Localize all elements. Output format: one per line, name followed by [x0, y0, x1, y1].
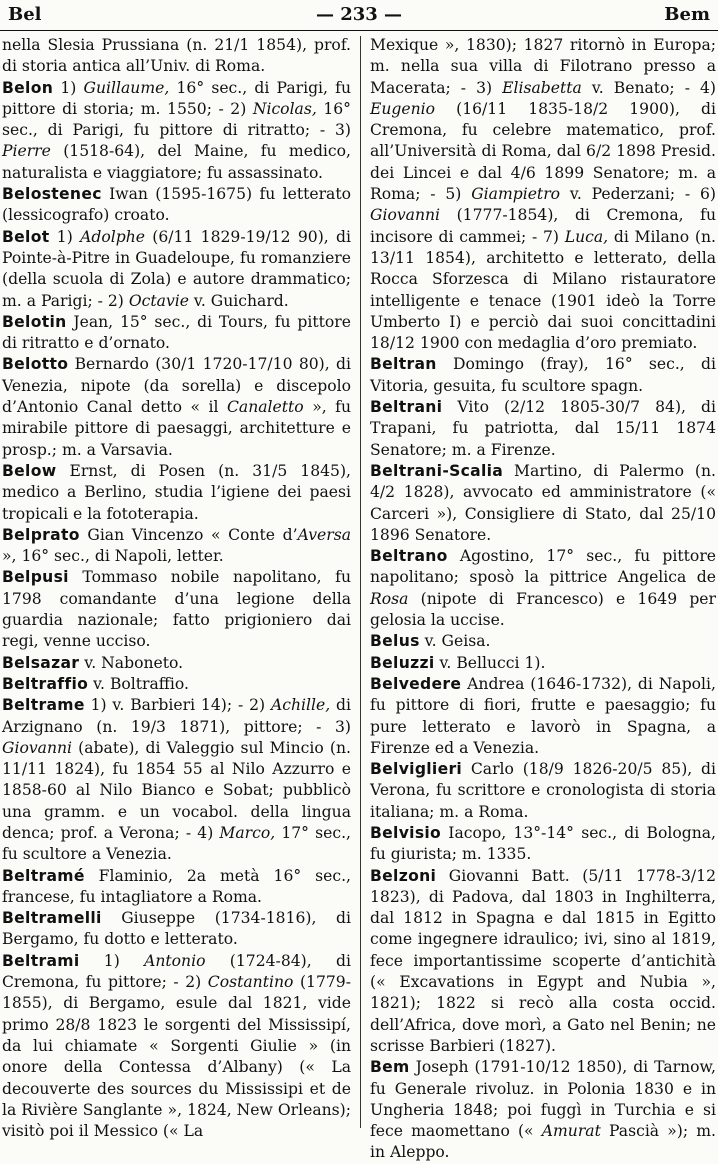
entry-text: Andrea (1646-1732), di Napoli, fu pittore di fiori, frutte e paesaggio; fu pure letterato e lavorò in Spagna, a Firenze ed a Venezia. — [370, 674, 716, 757]
entry-italic-text: Antonio — [144, 951, 206, 970]
entry-text: v. Bellucci 1). — [434, 653, 546, 672]
entry-text: (6/11 1829-19/12 90), di Pointe-à-Pitre in Guadeloupe, fu romanziere (della scuola di Zola) e autore drammatico; m. a Parigi; - 2) — [2, 227, 351, 310]
entry-text: 17° sec., fu scultore a Venezia. — [2, 823, 351, 864]
entry-text: Gian Vincenzo « Conte d’ — [79, 525, 298, 544]
entry-headword: Belviglieri — [370, 760, 463, 779]
entry-italic-text: Costantino — [207, 973, 294, 992]
entry-text: (1724-84), di Cremona, fu pittore; - 2) — [2, 951, 351, 992]
entry-italic-text: Octavie — [128, 291, 189, 310]
entry-headword: Belotto — [2, 355, 69, 374]
entry-text: Martino, di Palermo (n. 4/2 1828), avvocato ed amministratore (« Carceri »), Consigliere di Stato, dal 25/10 1896 Senatore. — [370, 461, 716, 544]
entry-italic-text: Achille, — [270, 696, 331, 715]
entry-italic-text: Amurat — [541, 1122, 601, 1141]
dictionary-entry — [370, 546, 716, 631]
entry-headword: Beltrani-Scalia — [370, 461, 504, 480]
entry-headword: Bem — [370, 1058, 410, 1077]
entry-text: v. Geisa. — [419, 632, 491, 651]
entry-text: Giuseppe (1734-1816), di Bergamo, fu dotto e letterato. — [2, 909, 351, 949]
header-right-guide-word: Bem — [664, 4, 710, 25]
entry-text: Vito (2/12 1805-30/7 84), di Trapani, fu patriotta, dal 15/11 1874 Senatore; m. a Firenze. — [370, 398, 716, 459]
dictionary-entry — [370, 631, 716, 652]
entry-headword: Belotin — [2, 312, 67, 331]
entry-italic-text: Rosa — [370, 589, 409, 608]
entry-text: (abate), di Valeggio sul Mincio (n. 11/11 1824), fu 1854 55 al Nilo Azzurro e 1858-60 al Nilo Bianco e Sobat; pubblicò una gramm. e un vocabol. della lingua denca; prof. a Verona; - 4) — [2, 738, 351, 842]
entry-text: Mexique », 1830); 1827 ritornò in Europa; m. nella sua villa di Filotrano presso a Macerata; - 3) — [370, 36, 716, 97]
left-column — [2, 35, 351, 1141]
entry-text: Carlo (18/9 1826-20/5 85), di Verona, fu scrittore e cronologista di storia italiana; m. a Roma. — [370, 760, 716, 821]
entry-text: di Arzignano (n. 19/3 1871), pittore; - 3) — [2, 696, 351, 736]
entry-italic-text: Aversa — [297, 525, 351, 544]
entry-headword: Beltrami — [2, 951, 80, 970]
entry-text: 1) v. Barbieri 14); - 2) — [84, 696, 271, 715]
entry-italic-text: Guillaume, — [83, 78, 170, 97]
dictionary-entry — [370, 1057, 716, 1163]
entry-text: di Milano (n. 13/11 1854), architetto e letterato, della Rocca Sforzesca di Milano ristauratore intelligente e tenace (1901 ideò la Torre Umberto I) e perciò dai suoi concittadini 18/12 1900 con medaglia d’oro premiato. — [370, 227, 716, 353]
entry-text: (1518-64), del Maine, fu medico, naturalista e viaggiatore; fu assassinato. — [2, 142, 351, 182]
entry-text: (16/11 1835-18/2 1900), di Cremona, fu celebre matematico, prof. all’Università di Roma, dal 6/2 1898 Presid. dei Lincei e dal 4/6 1899 Senatore; m. a Roma; - 5) — [370, 99, 716, 204]
entry-text: Giovanni Batt. (5/11 1778-3/12 1823), di Padova, dal 1803 in Inghilterra, dal 1812 in Spagna e dal 1815 in Egitto come ingegnere idraulico; ivi, sino al 1819, fece importantissime scoperte d’antichità (« Excavations in Egypt and Nubia », 1821); 1822 si recò alla costa occid. dell’Africa, dove morì, a Gato nel Benin; ne scrisse Barbieri (1827). — [370, 866, 716, 1055]
entry-text: (nipote di Francesco) e 1649 per gelosia la uccise. — [370, 589, 716, 630]
dictionary-entry — [370, 866, 716, 1058]
entry-headword: Beltramelli — [2, 909, 102, 928]
entry-text: (1779-1855), di Bergamo, esule dal 1821, vide primo 28/8 1823 le sorgenti del Mississipí, da lui chiamate « Sorgenti Giulie » (in onore della Contessa d’Albany) (« La decouverte des sources du Mississipi et de la Rivière Sanglante », 1824, New Orleans); visitò poi il Messico (« La — [2, 973, 351, 1141]
entry-text: v. Benato; - 4) — [581, 78, 716, 97]
entry-headword: Belvedere — [370, 674, 462, 693]
entry-headword: Belon — [2, 78, 54, 97]
header-left-guide-word: Bel — [8, 4, 42, 25]
entry-headword: Belzoni — [370, 866, 437, 885]
dictionary-entry — [370, 674, 716, 759]
dictionary-entry — [370, 461, 716, 546]
dictionary-entry — [2, 866, 351, 909]
entry-headword: Belsazar — [2, 653, 80, 672]
entry-text: Tommaso nobile napolitano, fu 1798 comandante d’una legione della guardia nazionale; fatto prigioniero dai regi, venne ucciso. — [2, 568, 351, 651]
page-number: — 233 — — [315, 4, 403, 25]
entry-text: v. Guichard. — [188, 291, 289, 310]
entry-text: Ernst, di Posen (n. 31/5 1845), medico a Berlino, studia l’igiene dei paesi tropicali e la fototerapia. — [2, 461, 351, 523]
entry-text: 16° sec., di Parigi, fu pittore di storia; m. 1550; - 2) — [2, 78, 351, 118]
entry-continuation — [2, 35, 351, 78]
entry-text: Jean, 15° sec., di Tours, fu pittore di ritratto e d’ornato. — [2, 312, 351, 353]
entry-headword: Belot — [2, 227, 50, 246]
entry-headword: Beltran — [370, 355, 437, 374]
dictionary-entry — [2, 461, 351, 525]
dictionary-entry — [370, 759, 716, 823]
entry-italic-text: Canaletto — [226, 398, 304, 417]
right-column — [370, 35, 716, 1162]
dictionary-entry — [2, 354, 351, 460]
entry-text: (1777-1854), di Cremona, fu incisore di cammei; - 7) — [370, 206, 716, 246]
dictionary-entry — [2, 695, 351, 865]
entry-italic-text: Luca, — [564, 227, 609, 246]
entry-headword: Beltrano — [370, 547, 448, 566]
entry-text: Flaminio, 2a metà 16° sec., francese, fu intagliatore a Roma. — [2, 866, 351, 906]
entry-text: Agostino, 17° sec., fu pittore napolitano; sposò la pittrice Angelica de — [370, 547, 716, 587]
entry-headword: Beltraffio — [2, 674, 89, 693]
entry-italic-text: Giampietro — [471, 185, 561, 204]
entry-headword: Belprato — [2, 525, 80, 544]
entry-text: Iwan (1595-1675) fu letterato (lessicografo) croato. — [2, 185, 351, 225]
entry-italic-text: Marco, — [219, 823, 276, 842]
dictionary-entry — [370, 653, 716, 674]
dictionary-entry — [2, 951, 351, 1143]
entry-text: nella Slesia Prussiana (n. — [2, 36, 215, 54]
entry-text: Domingo (fray), 16° sec., di Vitoria, gesuita, fu scultore spagn. — [370, 355, 716, 395]
entry-text: Bernardo (30/1 1720-17/10 80), di Venezia, nipote (da sorella) e discepolo d’Antonio Canal detto « il — [2, 355, 351, 417]
entry-headword: Belostenec — [2, 185, 102, 204]
dictionary-entry — [2, 312, 351, 355]
entry-text: 1) — [79, 951, 145, 970]
dictionary-entry — [2, 525, 351, 568]
entry-text: 1) — [53, 78, 84, 97]
dictionary-entry — [2, 674, 351, 695]
entry-headword: Beluzzi — [370, 653, 435, 672]
dictionary-entry — [2, 567, 351, 652]
entry-text: v. Naboneto. — [79, 653, 184, 672]
entry-italic-text: Adolphe — [80, 227, 145, 246]
entry-headword: Beltramé — [2, 866, 85, 885]
entry-text: », fu mirabile pittore di paesaggi, architetture e prosp.; m. a Varsavia. — [2, 398, 351, 459]
dictionary-entry — [370, 397, 716, 461]
dictionary-entry — [370, 823, 716, 866]
dictionary-entry — [2, 78, 351, 184]
entry-continuation — [370, 35, 716, 354]
page-header — [0, 0, 718, 31]
entry-headword: Beltrame — [2, 696, 85, 715]
dictionary-entry — [2, 184, 351, 227]
entry-italic-text: Giovanni — [370, 206, 441, 225]
dictionary-entry — [2, 227, 351, 312]
entry-headword: Belvisio — [370, 823, 442, 842]
entry-headword: Belpusi — [2, 568, 69, 587]
dictionary-entry — [2, 908, 351, 951]
dictionary-entry — [370, 354, 716, 397]
entry-headword: Beltrani — [370, 398, 443, 417]
entry-text: v. Boltraffio. — [88, 674, 189, 693]
entry-italic-text: Pierre — [2, 142, 51, 161]
entry-text: 21/1 1854), prof. di storia antica all’Univ. di Roma. — [2, 36, 351, 76]
entry-headword: Below — [2, 461, 57, 480]
column-divider — [360, 36, 361, 1128]
entry-text: Pascià »); m. in Aleppo. — [370, 1122, 716, 1162]
entry-text: 1) — [49, 227, 81, 246]
entry-text: », 16° sec., di Napoli, letter. — [2, 547, 224, 566]
entry-italic-text: Eugenio — [370, 99, 436, 118]
dictionary-entry — [2, 653, 351, 674]
entry-italic-text: Elisabetta — [502, 78, 582, 97]
entry-text: Joseph (1791-10/12 1850), di Tarnow, fu Generale rivoluz. in Polonia 1830 e in Ungheria 1848; poi fuggì in Turchia e si fece maomettano (« — [370, 1058, 716, 1141]
entry-headword: Belus — [370, 632, 420, 651]
entry-text: 16° sec., di Parigi, fu pittore di ritratto; - 3) — [2, 99, 351, 140]
entry-italic-text: Giovanni — [2, 738, 73, 757]
entry-italic-text: Nicolas, — [252, 99, 317, 118]
entry-text: v. Pederzani; - 6) — [560, 185, 716, 204]
entry-text: Iacopo, 13°-14° sec., di Bologna, fu giurista; m. 1335. — [370, 823, 716, 864]
